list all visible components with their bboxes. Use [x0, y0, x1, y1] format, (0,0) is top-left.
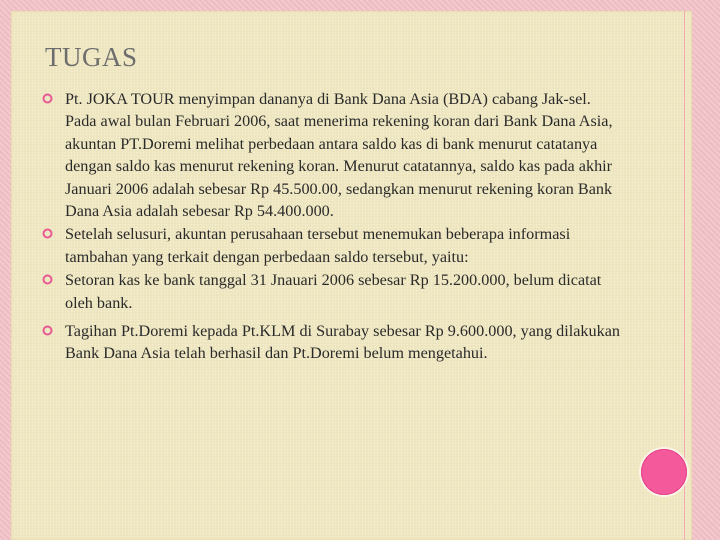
list-item	[42, 320, 622, 365]
slide-title: TUGAS	[45, 42, 138, 72]
decorative-pink-circle	[641, 449, 687, 495]
circle-outline-icon	[42, 228, 53, 239]
list-item	[42, 223, 622, 268]
list-item	[42, 269, 622, 314]
list-item-text: Setelah selusuri, akuntan perusahaan tersebut menemukan beberapa informasi tambahan yang terkait dengan perbedaan saldo tersebut, yaitu:	[65, 225, 571, 266]
list-item-text: Setoran kas ke bank tanggal 31 Jnauari 2006 sebesar Rp 15.200.000, belum dicatat oleh bank.	[65, 271, 602, 312]
list-item-text: Pt. JOKA TOUR menyimpan dananya di Bank Dana Asia (BDA) cabang Jak-sel. Pada awal bulan Februari 2006, saat menerima rekening koran dari Bank Dana Asia, akuntan PT.Doremi melihat perbedaan antara saldo kas di bank menurut catatanya dengan saldo kas menurut rekening koran. Menurut catatannya, saldo kas pada akhir Januari 2006 adalah sebesar Rp 45.500.00, sedangkan menurut rekening koran Bank Dana Asia adalah sebesar Rp 54.400.000.	[65, 90, 613, 221]
list-item	[42, 88, 622, 222]
circle-outline-icon	[42, 274, 53, 285]
circle-outline-icon	[42, 93, 53, 104]
list-item-text: Tagihan Pt.Doremi kepada Pt.KLM di Surabay sebesar Rp 9.600.000, yang dilakukan Bank Dana Asia telah berhasil dan Pt.Doremi belum mengetahui.	[65, 322, 620, 363]
bullet-list	[42, 88, 622, 366]
circle-outline-icon	[42, 325, 53, 336]
